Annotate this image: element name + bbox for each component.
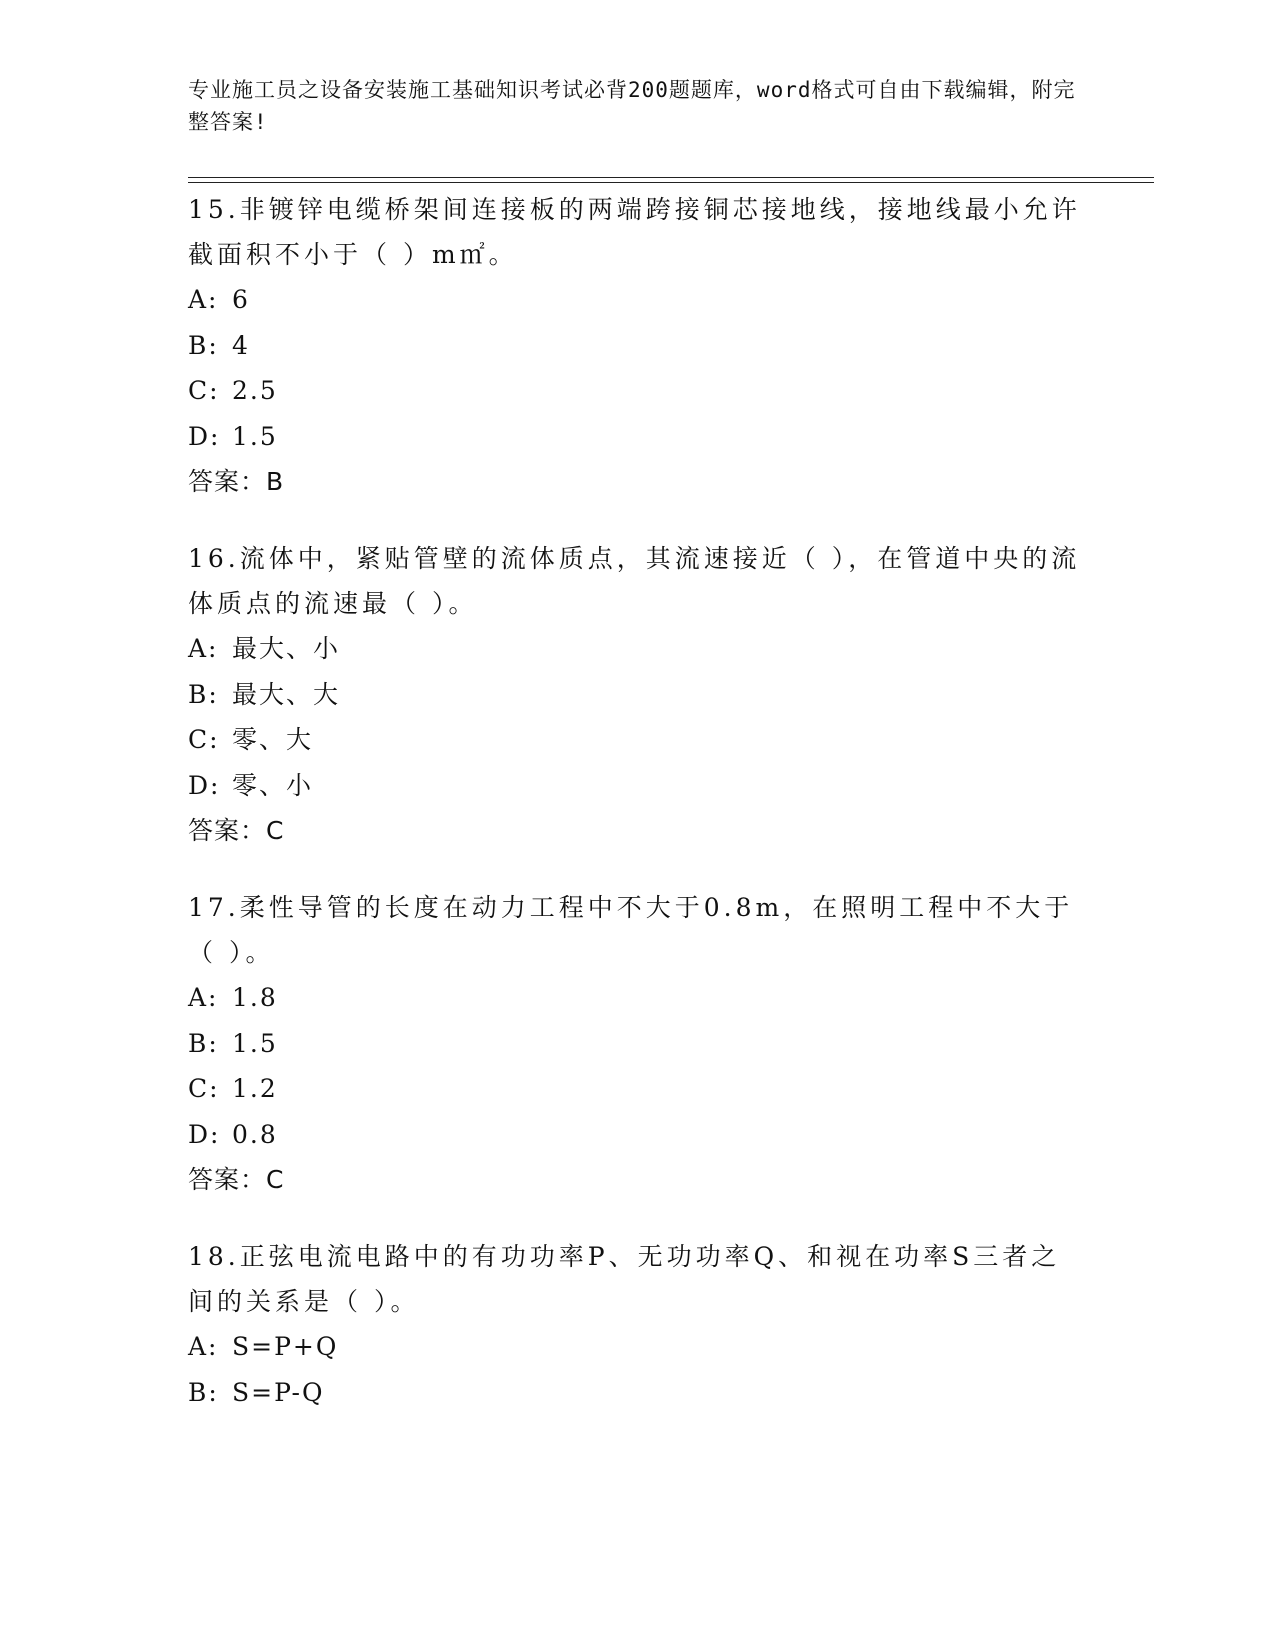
option-letter: C: [188, 1074, 220, 1103]
option-letter: A: [188, 1332, 219, 1361]
option-c [188, 717, 1088, 763]
option-text: 2.5 [232, 376, 278, 405]
option-letter: D: [188, 1119, 221, 1149]
header-divider-thick [188, 177, 1154, 178]
option-a [188, 1324, 1088, 1370]
option-text: 最大、小 [232, 634, 341, 663]
option-text: S=P+Q [232, 1332, 339, 1361]
option-d [188, 414, 1088, 460]
answer-text: 答案：B [188, 467, 285, 496]
option-d [188, 763, 1088, 809]
option-letter: B: [188, 679, 219, 709]
option-d [188, 1112, 1088, 1158]
option-letter: B: [188, 1377, 219, 1407]
option-text: 1.5 [232, 421, 278, 451]
option-text: 1.2 [232, 1074, 278, 1103]
question-stem: 15.非镀锌电缆桥架间连接板的两端跨接铜芯接地线，接地线最小允许截面积不小于（ ）m㎡。 [188, 195, 1081, 269]
option-c [188, 368, 1088, 414]
option-c [188, 1066, 1088, 1112]
option-text: 6 [232, 285, 250, 314]
option-text: 4 [232, 330, 250, 360]
option-letter: D: [188, 770, 221, 800]
option-text: 1.5 [232, 1028, 278, 1058]
option-text: 1.8 [232, 983, 278, 1012]
question-stem: 17.柔性导管的长度在动力工程中不大于0.8m，在照明工程中不大于（ ）。 [188, 893, 1074, 967]
option-letter: C: [188, 725, 220, 754]
option-b [188, 323, 1088, 369]
option-a [188, 626, 1088, 672]
option-b [188, 1370, 1088, 1416]
option-letter: D: [188, 421, 221, 451]
question-17 [188, 885, 1088, 1202]
question-stem: 16.流体中，紧贴管壁的流体质点，其流速接近（ ），在管道中央的流体质点的流速最（ ）。 [188, 544, 1081, 618]
option-letter: B: [188, 330, 219, 360]
option-text: S=P-Q [232, 1377, 325, 1407]
question-15 [188, 187, 1088, 504]
option-a [188, 277, 1088, 323]
option-letter: C: [188, 376, 220, 405]
answer-text: 答案：C [188, 816, 285, 845]
question-18 [188, 1234, 1088, 1415]
option-b [188, 1021, 1088, 1067]
option-text: 0.8 [232, 1119, 278, 1149]
option-text: 最大、大 [232, 679, 341, 709]
question-stem: 18.正弦电流电路中的有功功率P、无功功率Q、和视在功率S三者之间的关系是（ ）。 [188, 1242, 1061, 1316]
option-letter: A: [188, 634, 219, 663]
option-letter: B: [188, 1028, 219, 1058]
option-letter: A: [188, 983, 219, 1012]
option-letter: A: [188, 285, 219, 314]
option-text: 零、大 [232, 725, 314, 754]
answer-text: 答案：C [188, 1165, 285, 1194]
option-text: 零、小 [232, 770, 314, 800]
header-divider-thin [188, 182, 1154, 183]
question-16 [188, 536, 1088, 853]
option-b [188, 672, 1088, 718]
option-a [188, 975, 1088, 1021]
document-header: 专业施工员之设备安装施工基础知识考试必背200题题库，word格式可自由下载编辑，附完整答案! [188, 78, 1076, 134]
